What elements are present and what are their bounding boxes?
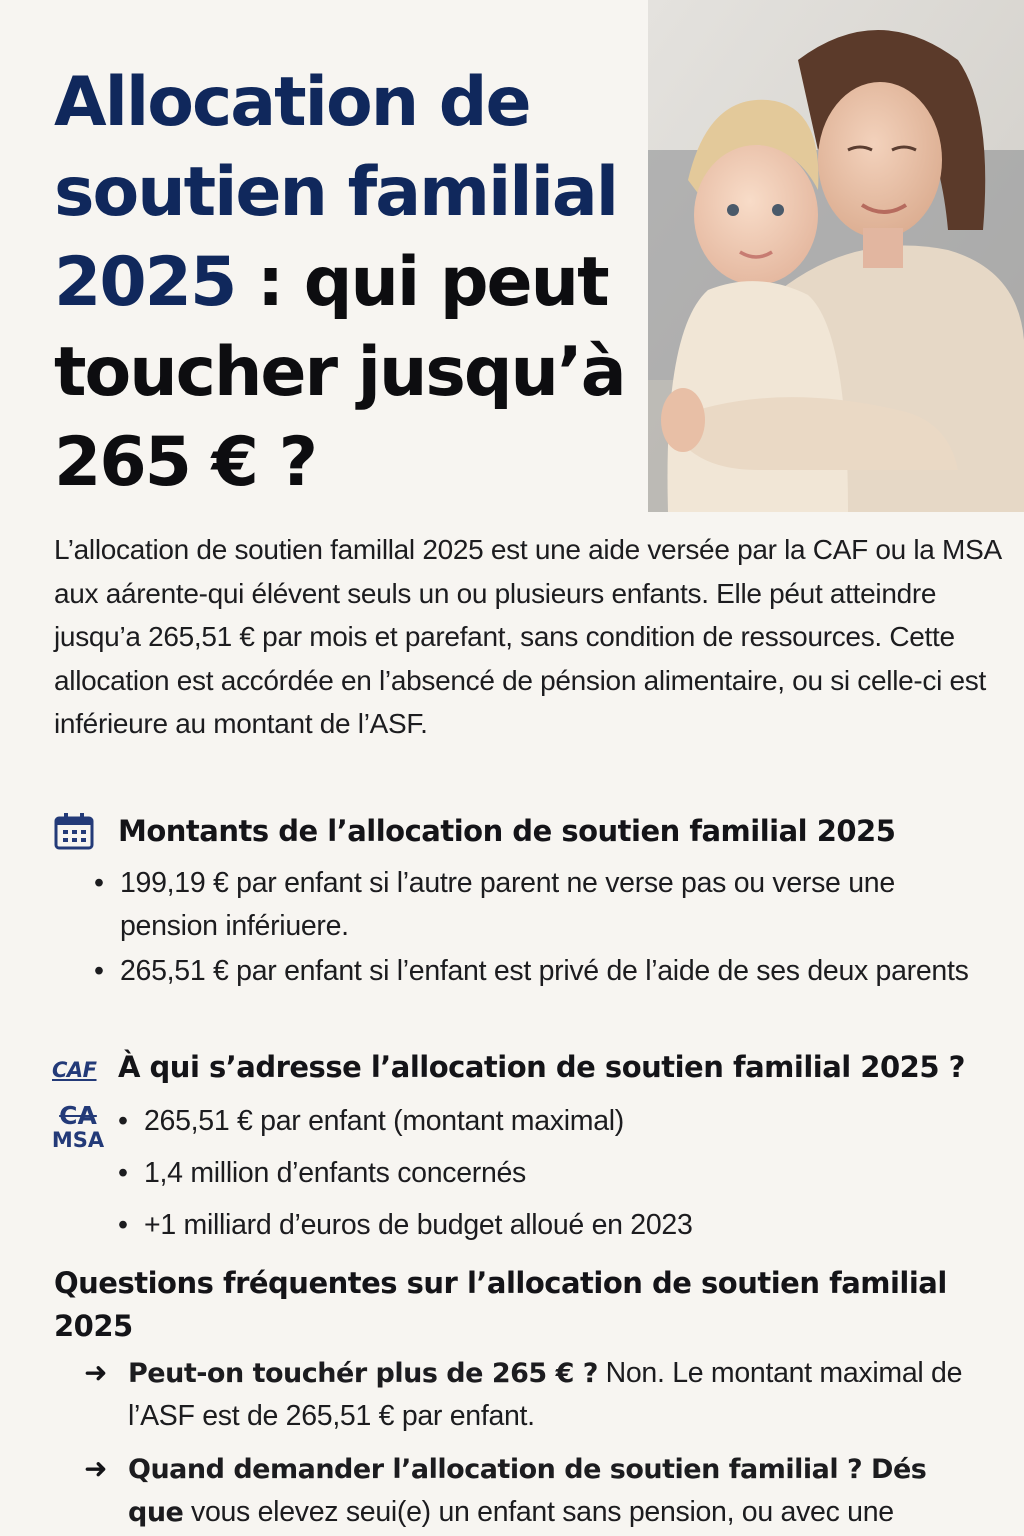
list-item: • 199,19 € par enfant si l’autre parent ne verse pas ou verse une pension infériuere. xyxy=(92,862,972,948)
section-montants-title: Montants de l’allocation de soutien familial 2025 xyxy=(118,814,896,848)
faq-question: Quand demander l’allocation de soutien familial ? Dés que xyxy=(128,1454,927,1528)
faq-title: Questions fréquentes sur l’allocation de soutien familial 2025 xyxy=(54,1266,947,1343)
montants-list xyxy=(92,862,972,993)
list-item: • 265,51 € par enfant (montant maximal) xyxy=(116,1100,976,1143)
msa-logo-text: MSA xyxy=(51,1128,105,1152)
faq-question: Peut-on touchér plus de 265 € ? xyxy=(128,1358,598,1389)
intro-paragraph: L’allocation de soutien famillal 2025 est une aide versée par la CAF ou la MSA aux aárente-qui élévent seuls un ou plusieurs enfants. Elle péut atteindre jusqu’a 265,51 € par mois et parefant, sans condition de ressources. Cette allocation est accórdée en l’absencé de pénsion alimentaire, ou si celle-ci est inférieure au montant de l’ASF. xyxy=(54,534,1001,739)
page-title-highlight: Allocation de soutien familial 2025 xyxy=(54,63,618,322)
page-title xyxy=(54,58,634,508)
faq-item xyxy=(84,1448,984,1534)
section-cible-title: À qui s’adresse l’allocation de soutien familial 2025 ? xyxy=(118,1050,965,1084)
cible-list xyxy=(116,1100,976,1247)
list-item: • +1 milliard d’euros de budget alloué en 2023 xyxy=(116,1204,976,1247)
arrow-right-icon: ➜ xyxy=(84,1453,108,1484)
list-item: • 1,4 million d’enfants concernés xyxy=(116,1152,976,1195)
list-item: • 265,51 € par enfant si l’enfant est privé de l’aide de ses deux parents xyxy=(92,950,972,993)
calendar-icon xyxy=(54,812,118,850)
faq-item xyxy=(84,1352,984,1438)
section-cible-heading xyxy=(118,1050,1008,1084)
section-montants-heading xyxy=(54,812,1004,850)
caf-logo: CAF xyxy=(52,1058,97,1082)
arrow-right-icon: ➜ xyxy=(84,1357,108,1388)
photo-illustration xyxy=(648,0,1024,512)
faq-answer: vous elevez seui(e) un enfant sans pension, ou avec une xyxy=(183,1496,894,1528)
ca-msa-logo xyxy=(50,1101,106,1152)
hero-photo-mother-and-child xyxy=(648,0,1024,512)
faq-answer: Non. Le montant maximal de l’ASF est de 265,51 € par enfant. xyxy=(128,1357,963,1432)
page-title-rest: : qui peut toucher jusqu’à 265 € ? xyxy=(54,243,625,502)
ca-logo-text: CA xyxy=(59,1101,97,1130)
